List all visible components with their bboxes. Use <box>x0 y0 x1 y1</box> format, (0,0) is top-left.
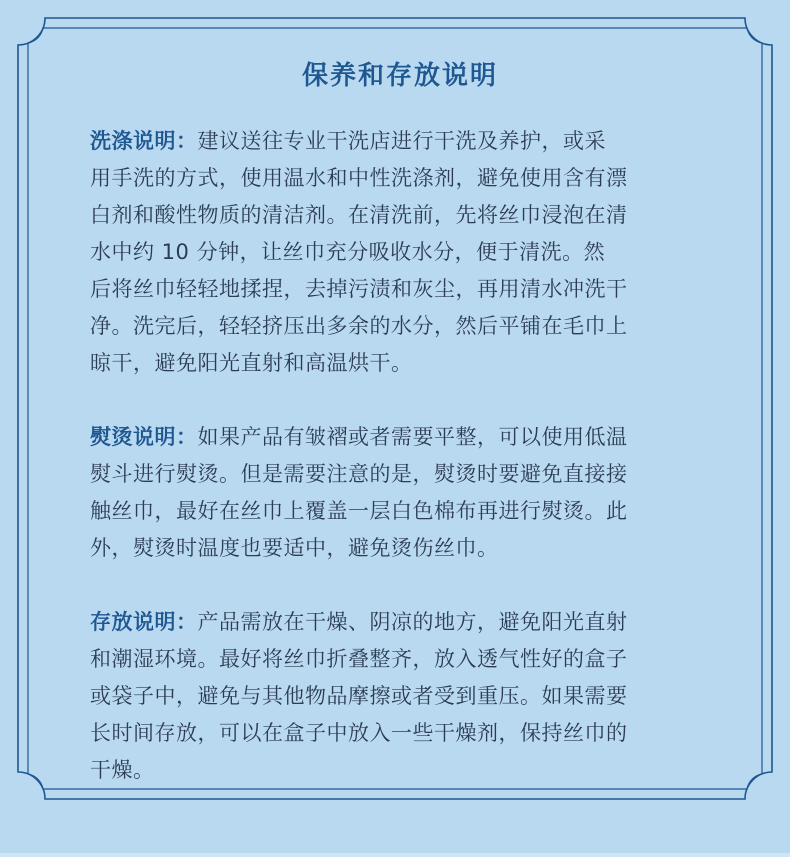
storage-heading: 存放说明： <box>90 610 198 634</box>
text-line: 用手洗的方式，使用温水和中性洗涤剂，避免使用含有漂 <box>90 166 628 190</box>
text-line: 晾干，避免阳光直射和高温烘干。 <box>90 351 413 375</box>
text-line: 触丝巾，最好在丝巾上覆盖一层白色棉布再进行熨烫。此 <box>90 499 628 523</box>
ironing-heading: 熨烫说明： <box>90 425 198 449</box>
text-line: 如果产品有皱褶或者需要平整，可以使用低温 <box>197 425 628 449</box>
text-line: 长时间存放，可以在盒子中放入一些干燥剂，保持丝巾的 <box>90 721 628 745</box>
ironing-section <box>90 419 710 567</box>
washing-section <box>90 123 710 382</box>
washing-heading: 洗涤说明： <box>90 129 198 153</box>
text-line: 熨斗进行熨烫。但是需要注意的是，熨烫时要避免直接接 <box>90 462 628 486</box>
care-instructions <box>90 56 710 789</box>
text-line: 外，熨烫时温度也要适中，避免烫伤丝巾。 <box>90 536 499 560</box>
text-line: 白剂和酸性物质的清洁剂。在清洗前，先将丝巾浸泡在清 <box>90 203 628 227</box>
text-line: 和潮湿环境。最好将丝巾折叠整齐，放入透气性好的盒子 <box>90 647 628 671</box>
text-line: 产品需放在干燥、阴凉的地方，避免阳光直射 <box>197 610 628 634</box>
text-line: 干燥。 <box>90 758 155 782</box>
page-title: 保养和存放说明 <box>301 61 498 91</box>
text-line: 建议送往专业干洗店进行干洗及养护，或采 <box>197 129 606 153</box>
text-line: 或袋子中，避免与其他物品摩擦或者受到重压。如果需要 <box>90 684 628 708</box>
storage-section <box>90 604 710 789</box>
text-line: 后将丝巾轻轻地揉捏，去掉污渍和灰尘，再用清水冲洗干 <box>90 277 628 301</box>
text-line: 水中约 10 分钟，让丝巾充分吸收水分，便于清洗。然 <box>90 240 606 264</box>
text-line: 净。洗完后，轻轻挤压出多余的水分，然后平铺在毛巾上 <box>90 314 628 338</box>
bottom-strip <box>0 853 790 857</box>
